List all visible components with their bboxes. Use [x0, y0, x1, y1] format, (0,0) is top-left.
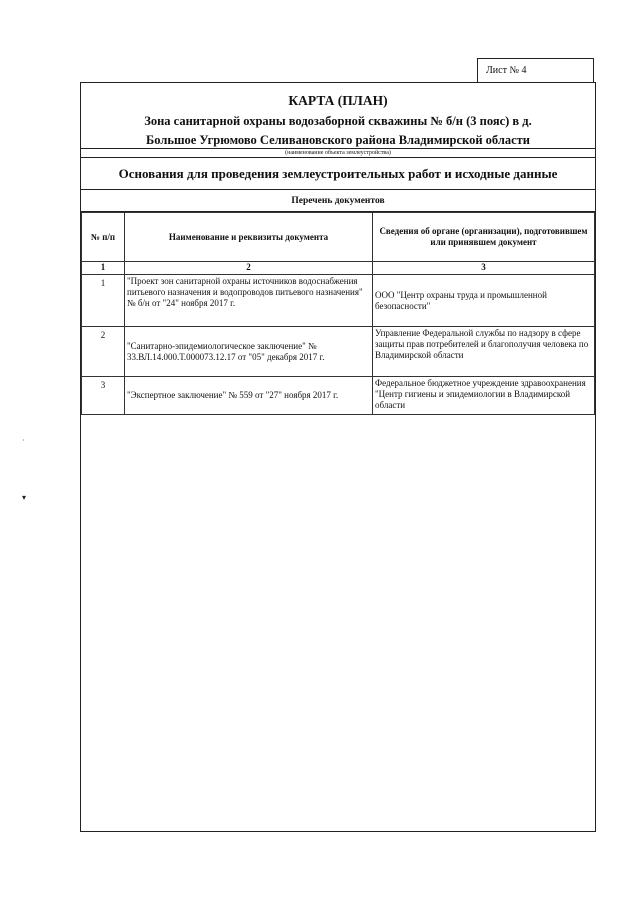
- document-frame: [80, 82, 596, 832]
- row-document: "Санитарно-эпидемиологическое заключение" № 33.ВЛ.14.000.Т.000073.12.17 от "05" декабря 2017 г.: [125, 327, 373, 377]
- table-row: [82, 275, 595, 327]
- document-list-heading: Перечень документов: [81, 190, 595, 212]
- column-number: 3: [373, 262, 595, 275]
- row-number: 2: [82, 327, 125, 377]
- scan-speck: ·: [22, 436, 25, 445]
- object-name-caption: (наименование объекта землеустройства): [81, 149, 595, 158]
- basis-heading: Основания для проведения землеустроительных работ и исходные данные: [81, 158, 595, 190]
- table-row: [82, 377, 595, 415]
- header-block: [81, 83, 595, 149]
- column-header-organization: Сведения об органе (организации), подготовившем или принявшем документ: [373, 213, 595, 262]
- row-document: "Проект зон санитарной охраны источников водоснабжения питьевого назначения и водопроводов питьевого назначения" № б/н от "24" ноября 2017 г.: [125, 275, 373, 327]
- sheet-number-label: Лист № 4: [477, 58, 594, 82]
- row-organization: Федеральное бюджетное учреждение здравоохранения "Центр гигиены и эпидемиологии в Владимирской области: [373, 377, 595, 415]
- row-organization: Управление Федеральной службы по надзору в сфере защиты прав потребителей и благополучия человека по Владимирской области: [373, 327, 595, 377]
- row-number: 1: [82, 275, 125, 327]
- row-number: 3: [82, 377, 125, 415]
- column-number: 1: [82, 262, 125, 275]
- object-name-line-1: Зона санитарной охраны водозаборной скважины № б/н (3 пояс) в д.: [144, 114, 532, 128]
- column-header-number: № п/п: [82, 213, 125, 262]
- table-header-row: [82, 213, 595, 262]
- object-name-line-2: Большое Угрюмово Селивановского района Владимирской области: [145, 133, 531, 147]
- documents-table: [81, 212, 595, 415]
- column-number-row: [82, 262, 595, 275]
- row-organization: ООО "Центр охраны труда и промышленной безопасности": [373, 275, 595, 327]
- page-title: КАРТА (ПЛАН): [288, 93, 388, 108]
- column-header-document: Наименование и реквизиты документа: [125, 213, 373, 262]
- table-row: [82, 327, 595, 377]
- row-document: "Экспертное заключение" № 559 от "27" ноября 2017 г.: [125, 377, 373, 415]
- scan-speck: ▾: [22, 493, 27, 502]
- column-number: 2: [125, 262, 373, 275]
